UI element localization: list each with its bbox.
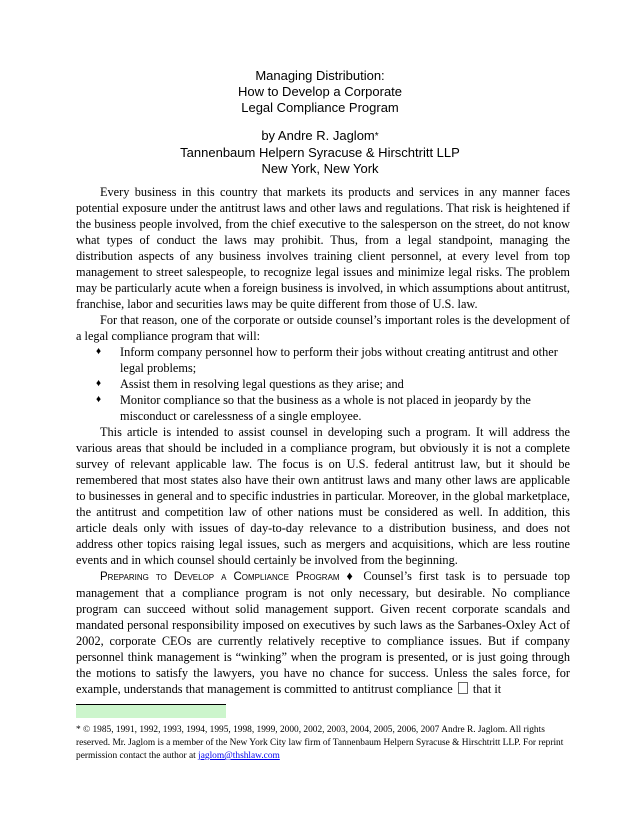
footnote-mark: * xyxy=(76,725,81,735)
paragraph-4-text: Counsel’s first task is to persuade top management that a compliance program is not only necessary, but desirable. No compliance program can succeed without solid management support. Given recent corporate scandals and mandated personal responsibility imposed on executives by such laws as the Sarbanes-Oxley Act of 2002, corporate CEOs are currently relatively receptive to compliance issues. But if company personnel think management is “winking” when the program is presented, or is just going through the motions to satisfy the lawyers, you have no chance for success. Unless the sales force, for example, understands that management is committed to antitrust compliance xyxy=(76,569,570,696)
author-firm: Tannenbaum Helpern Syracuse & Hirschtritt LLP xyxy=(180,145,460,160)
bullet-text: Monitor compliance so that the business as a whole is not placed in jeopardy by the misconduct or carelessness of a single employee. xyxy=(120,393,531,423)
byline xyxy=(0,128,640,145)
paragraph-2: For that reason, one of the corporate or outside counsel’s important roles is the development of a legal compliance program that will: xyxy=(76,313,570,343)
list-item xyxy=(76,376,570,392)
title-line-2: How to Develop a Corporate xyxy=(237,84,403,99)
author-location: New York, New York xyxy=(261,161,379,176)
byline-footnote-mark[interactable]: * xyxy=(374,131,379,142)
footnote-text: © 1985, 1991, 1992, 1993, 1994, 1995, 1998, 1999, 2000, 2002, 2003, 2004, 2005, 2006, 2007 Andre R. Jaglom. All rights reserved. Mr. Jaglom is a member of the New York City law firm of Tannenbaum Helpern Syracuse & Hirschtritt LLP. For reprint permission contact the author at xyxy=(76,725,564,761)
paragraph-4-tail: that it xyxy=(472,682,502,696)
article-title xyxy=(0,68,640,116)
section-separator: ♦ xyxy=(339,569,364,583)
paragraph-3: This article is intended to assist counsel in developing such a program. It will address the various areas that should be included in a compliance program, but obviously it is not a complete survey of relevant applicable law. The focus is on U.S. federal antitrust law, but it should be remembered that most states also have their own antitrust laws and many other laws are applicable to businesses in general and to specific industries in particular. Moreover, in the global marketplace, the antitrust and competition law of other nations must be considered as well. In addition, this article deals only with issues of day-to-day relevance to a distribution business, and does not address other topics raising legal issues, such as mergers and acquisitions, which are less routine events and in which counsel should certainly be involved from the beginning. xyxy=(76,425,570,567)
list-item xyxy=(76,392,570,424)
article-body xyxy=(76,184,570,697)
byline-text: by Andre R. Jaglom xyxy=(261,128,375,143)
section-heading: Preparing to Develop a Compliance Program xyxy=(100,571,340,583)
diamond-bullet-icon: ♦ xyxy=(96,378,102,389)
bullet-list xyxy=(76,344,570,424)
paragraph-1: Every business in this country that markets its products and services in any manner faces potential exposure under the antitrust laws and other laws and regulations. That risk is heightened if the business people involved, from the chief executive to the salesperson on the street, do not know what types of conduct the laws may prohibit. Thus, from a legal standpoint, managing the distribution aspects of any business involves training client personnel, at every level from top management to street salespeople, to recognize legal issues and minimize legal risks. The problem may be particularly acute when a foreign business is involved, in which assumptions about antitrust, franchise, labor and securities laws may be quite different from those of U.S. law. xyxy=(76,185,570,311)
bullet-text: Inform company personnel how to perform their jobs without creating antitrust and other legal problems; xyxy=(120,345,558,375)
missing-glyph-icon xyxy=(458,682,468,694)
title-line-3: Legal Compliance Program xyxy=(241,100,399,115)
footnote-separator xyxy=(76,704,226,718)
diamond-bullet-icon: ♦ xyxy=(96,346,102,357)
diamond-bullet-icon: ♦ xyxy=(96,394,102,405)
author-email-link[interactable]: jaglom@thshlaw.com xyxy=(198,751,280,761)
bullet-text: Assist them in resolving legal questions as they arise; and xyxy=(120,377,404,391)
paragraph-4 xyxy=(76,568,570,697)
footnote xyxy=(76,724,570,763)
title-line-1: Managing Distribution: xyxy=(255,68,385,83)
author-block xyxy=(0,128,640,177)
list-item xyxy=(76,344,570,376)
